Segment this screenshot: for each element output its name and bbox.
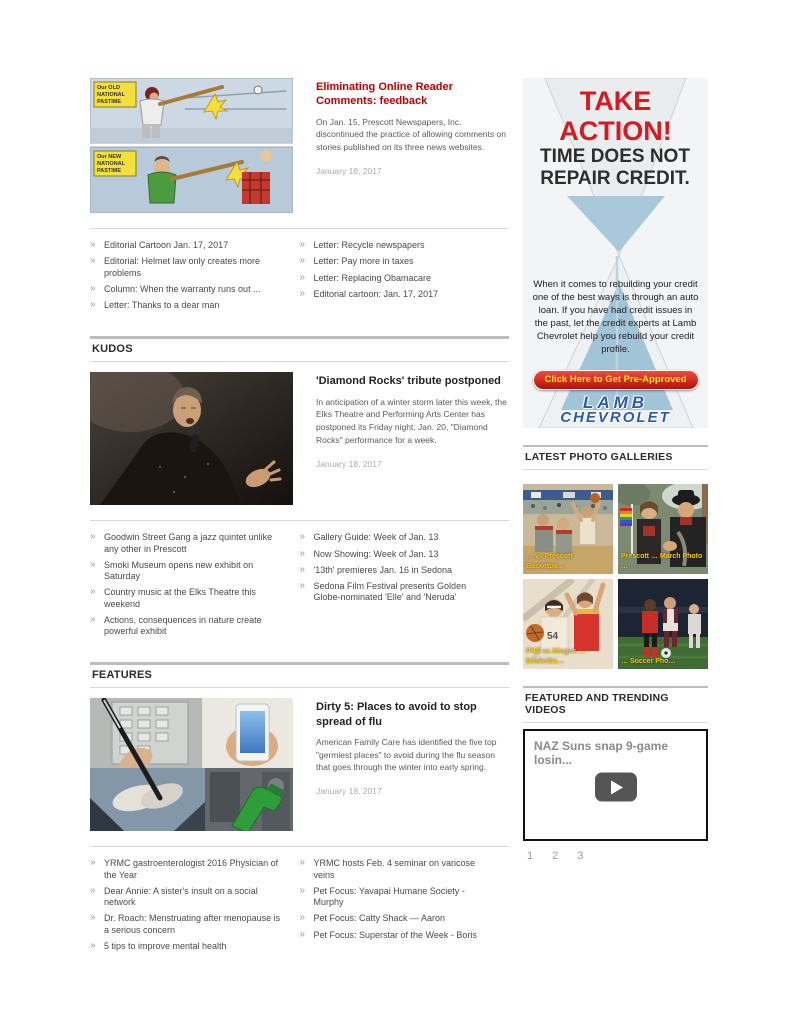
photo-caption: … Soccer Pho… bbox=[621, 657, 676, 665]
svg-text:PASTIME: PASTIME bbox=[97, 168, 122, 174]
play-triangle-icon bbox=[611, 780, 623, 794]
section-header-features: FEATURES bbox=[90, 662, 509, 688]
photo-gallery-grid bbox=[523, 484, 708, 669]
related-link[interactable]: » Country music at the Elks Theatre this weekend bbox=[90, 587, 286, 610]
video-player[interactable] bbox=[523, 729, 708, 841]
lamb-chevrolet-logo bbox=[523, 395, 708, 425]
article-title[interactable]: Dirty 5: Places to avoid to stop spread of flu bbox=[316, 701, 477, 728]
related-link[interactable]: » Editorial cartoon: Jan. 17, 2017 bbox=[300, 289, 496, 300]
logo-line-1: LAMB bbox=[582, 393, 649, 412]
links-left-column bbox=[90, 240, 300, 316]
article-date: January 18, 2017 bbox=[316, 786, 382, 797]
photo-caption: PHS vs Mingus … Basketba… bbox=[526, 648, 586, 665]
photo-caption: Prescott … March Photo … bbox=[621, 553, 703, 570]
main-column bbox=[90, 78, 509, 957]
page-button-3[interactable]: 3 bbox=[577, 850, 584, 862]
opinion-related-links bbox=[90, 228, 509, 316]
svg-text:54: 54 bbox=[547, 631, 559, 642]
related-link[interactable]: » Dear Annie: A sister's insult on a social network bbox=[90, 886, 286, 909]
svg-text:Our NEW: Our NEW bbox=[97, 154, 122, 160]
flu-collage-image bbox=[90, 698, 293, 831]
article-features-image[interactable] bbox=[90, 698, 293, 831]
article-kudos-text bbox=[293, 372, 509, 505]
related-link[interactable]: » Letter: Pay more in taxes bbox=[300, 256, 496, 267]
related-link[interactable]: » Editorial: Helmet law only creates more problems bbox=[90, 256, 286, 279]
kudos-related-links bbox=[90, 520, 509, 642]
related-link[interactable]: » Pet Focus: Yavapai Humane Society - Murphy bbox=[300, 886, 496, 909]
article-opinion bbox=[90, 78, 509, 213]
links-left-column bbox=[90, 532, 300, 642]
links-right-column bbox=[300, 240, 510, 316]
photo-caption: … vs Prescott Basketba… bbox=[526, 553, 573, 570]
related-link[interactable]: » Now Showing: Week of Jan. 13 bbox=[300, 549, 496, 560]
links-right-column bbox=[300, 858, 510, 957]
article-summary: In anticipation of a winter storm later this week, the Elks Theatre and Performing Arts Center has postponed its Friday night, Jan. 20, "Diamond Rocks" performance for a week. bbox=[316, 396, 507, 445]
links-right-column bbox=[300, 532, 510, 642]
section-header-kudos: KUDOS bbox=[90, 336, 509, 362]
related-link[interactable]: » Sedona Film Festival presents Golden Globe-nominated 'Elle' and 'Neruda' bbox=[300, 581, 496, 604]
related-link[interactable]: » YRMC hosts Feb. 4 seminar on varicose veins bbox=[300, 858, 496, 881]
features-related-links bbox=[90, 846, 509, 957]
article-opinion-image[interactable] bbox=[90, 78, 293, 213]
related-link[interactable]: » Goodwin Street Gang a jazz quintet unlike any other in Prescott bbox=[90, 532, 286, 555]
article-kudos bbox=[90, 372, 509, 505]
related-link[interactable]: » YRMC gastroenterologist 2016 Physician of the Year bbox=[90, 858, 286, 881]
gallery-photo-march[interactable] bbox=[618, 484, 708, 574]
ad-body-text: When it comes to rebuilding your credit one of the best ways is through an auto loan. If you have had credit issues in the past, let the credit experts at Lamb Chevrolet help you rebuild your credit profile. bbox=[532, 279, 699, 355]
related-link[interactable]: » Editorial Cartoon Jan. 17, 2017 bbox=[90, 240, 286, 251]
gallery-photo-girls-basketball[interactable] bbox=[523, 579, 613, 669]
related-link[interactable]: » Column: When the warranty runs out ... bbox=[90, 284, 286, 295]
svg-text:Our OLD: Our OLD bbox=[97, 85, 120, 91]
article-date: January 18, 2017 bbox=[316, 165, 382, 176]
article-opinion-text bbox=[293, 78, 509, 213]
related-link[interactable]: » Letter: Thanks to a dear man bbox=[90, 300, 286, 311]
article-title[interactable]: 'Diamond Rocks' tribute postponed bbox=[316, 375, 501, 388]
ad-headline: TAKE ACTION! bbox=[559, 86, 672, 146]
editorial-cartoon-image bbox=[90, 78, 293, 213]
svg-text:PASTIME: PASTIME bbox=[97, 99, 122, 105]
ad-cta-button[interactable]: Click Here to Get Pre-Approved bbox=[532, 370, 698, 390]
article-title[interactable]: Eliminating Online Reader Comments: feedback bbox=[316, 81, 453, 108]
page-button-1[interactable]: 1 bbox=[527, 850, 534, 862]
article-summary: American Family Care has identified the five top "germiest places" to avoid during the flu season that goes through the winter into early spring. bbox=[316, 736, 497, 773]
related-link[interactable]: » Pet Focus: Catty Shack — Aaron bbox=[300, 913, 496, 924]
related-link[interactable]: » Letter: Replacing Obamacare bbox=[300, 273, 496, 284]
video-pagination bbox=[523, 850, 708, 862]
section-header-videos: FEATURED AND TRENDING VIDEOS bbox=[523, 686, 708, 723]
related-link[interactable]: » 5 tips to improve mental health bbox=[90, 941, 286, 952]
related-link[interactable]: » Dr. Roach: Menstruating after menopause is a serious concern bbox=[90, 913, 286, 936]
gallery-photo-basketball-game[interactable] bbox=[523, 484, 613, 574]
article-date: January 18, 2017 bbox=[316, 458, 382, 469]
related-link[interactable]: » Gallery Guide: Week of Jan. 13 bbox=[300, 532, 496, 543]
article-kudos-image[interactable] bbox=[90, 372, 293, 505]
svg-text:NATIONAL: NATIONAL bbox=[97, 161, 126, 167]
singer-photo bbox=[90, 372, 293, 505]
related-link[interactable]: » Actions, consequences in nature create powerful exhibit bbox=[90, 615, 286, 638]
logo-line-2: CHEVROLET bbox=[560, 409, 671, 426]
video-title: NAZ Suns snap 9-game losin... bbox=[534, 739, 669, 767]
related-link[interactable]: » Pet Focus: Superstar of the Week - Boris bbox=[300, 930, 496, 941]
related-link[interactable]: » '13th' premieres Jan. 16 in Sedona bbox=[300, 565, 496, 576]
article-summary: On Jan. 15, Prescott Newspapers, Inc. discontinued the practice of allowing comments on stories published on its three news websites. bbox=[316, 116, 506, 153]
ad-subheadline: TIME DOES NOT REPAIR CREDIT. bbox=[540, 146, 690, 189]
section-header-galleries: LATEST PHOTO GALLERIES bbox=[523, 445, 708, 470]
article-features bbox=[90, 698, 509, 831]
links-left-column bbox=[90, 858, 300, 957]
page-button-2[interactable]: 2 bbox=[552, 850, 559, 862]
related-link[interactable]: » Smoki Museum opens new exhibit on Saturday bbox=[90, 560, 286, 583]
svg-text:NATIONAL: NATIONAL bbox=[97, 92, 126, 98]
gallery-photo-soccer[interactable] bbox=[618, 579, 708, 669]
sidebar bbox=[523, 78, 708, 862]
article-features-text bbox=[293, 698, 509, 831]
ad-lamb-chevrolet[interactable] bbox=[523, 78, 708, 428]
play-icon[interactable] bbox=[595, 773, 637, 802]
related-link[interactable]: » Letter: Recycle newspapers bbox=[300, 240, 496, 251]
